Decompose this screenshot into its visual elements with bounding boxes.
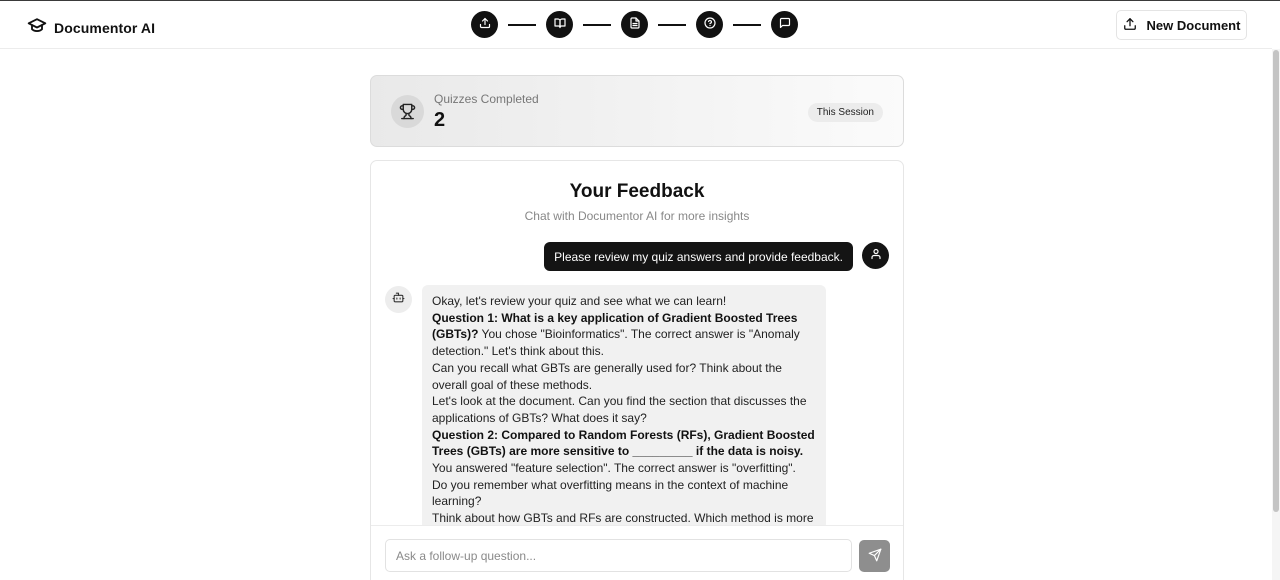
question-1-feedback <box>432 310 816 360</box>
bot-intro: Okay, let's review your quiz and see what we can learn! <box>432 294 727 308</box>
question-1-hint: Can you recall what GBTs are generally used for? Think about the overall goal of these methods. <box>432 360 782 392</box>
question-2-hint-2: Think about how GBTs and RFs are constructed. Which method is more <box>432 511 814 526</box>
bot-avatar <box>385 286 412 313</box>
progress-stepper <box>471 11 798 38</box>
upload-icon <box>479 16 491 34</box>
user-icon <box>870 247 882 265</box>
step-feedback[interactable] <box>771 11 798 38</box>
step-connector <box>658 24 686 26</box>
feedback-subtitle: Chat with Documentor AI for more insights <box>524 209 750 223</box>
trophy-icon <box>391 95 424 128</box>
page-scrollbar[interactable] <box>1272 49 1280 580</box>
new-document-label: New Document <box>1146 17 1241 33</box>
new-document-button[interactable] <box>1116 10 1247 40</box>
question-2-answer: You answered "feature selection". The correct answer is "overfitting". <box>432 461 796 476</box>
question-1-title: Question 1: What is a key application of Gradient Boosted Trees (GBTs)? <box>432 310 798 342</box>
bot-icon <box>392 291 405 309</box>
bot-message-bubble <box>422 285 826 530</box>
file-text-icon <box>629 16 641 34</box>
brand[interactable] <box>27 15 155 40</box>
question-2-hint: Do you remember what overfitting means in the context of machine learning? <box>432 477 789 509</box>
step-connector <box>733 24 761 26</box>
question-1-answer: You chose "Bioinformatics". The correct answer is "Anomaly detection." Let's think about this. <box>432 327 800 359</box>
book-open-icon <box>554 16 566 34</box>
graduation-cap-icon <box>27 15 47 40</box>
feedback-card <box>370 160 904 580</box>
quizzes-count: 2 <box>434 109 446 131</box>
quizzes-stats-card <box>370 75 904 147</box>
step-upload[interactable] <box>471 11 498 38</box>
message-square-icon <box>779 16 791 34</box>
app-header <box>0 1 1272 49</box>
upload-icon <box>1123 17 1137 34</box>
stats-label: Quizzes Completed <box>434 92 539 106</box>
user-message-bubble: Please review my quiz answers and provide feedback. <box>544 242 853 271</box>
question-2-feedback <box>432 427 816 477</box>
step-summary[interactable] <box>621 11 648 38</box>
step-quiz[interactable] <box>696 11 723 38</box>
question-2-title: Question 2: Compared to Random Forests (RFs), Gradient Boosted Trees (GBTs) are more sensitive to _________ if the data is noisy. <box>432 427 815 459</box>
send-button[interactable] <box>859 540 890 572</box>
session-badge: This Session <box>808 103 883 122</box>
followup-question-input[interactable] <box>385 539 852 572</box>
question-1-hint-2: Let's look at the document. Can you find the section that discusses the applications of GBTs? What does it say? <box>432 394 807 425</box>
step-read[interactable] <box>546 11 573 38</box>
chat-input-bar <box>371 525 903 580</box>
scrollbar-thumb[interactable] <box>1273 50 1279 512</box>
app-name: Documentor AI <box>54 19 156 36</box>
step-connector <box>583 24 611 26</box>
user-avatar <box>862 242 889 269</box>
step-connector <box>508 24 536 26</box>
send-icon <box>868 548 882 565</box>
help-circle-icon <box>704 16 716 34</box>
feedback-title: Your Feedback <box>569 181 705 202</box>
